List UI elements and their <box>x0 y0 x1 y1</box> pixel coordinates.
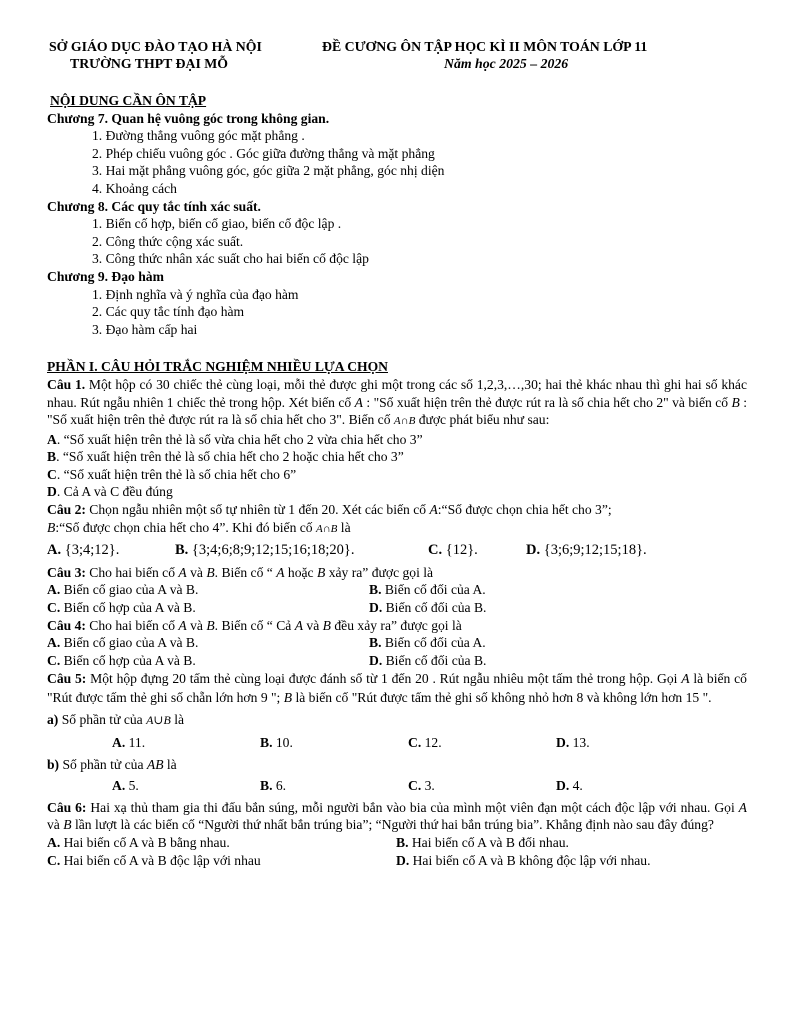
option: C. Hai biến cố A và B độc lập với nhau <box>47 852 261 868</box>
chapter-item: 2. Phép chiếu vuông góc . Góc giữa đường thẳng và mặt phẳng <box>92 145 435 161</box>
option: B. Biến cố đối của A. <box>369 635 486 651</box>
document-body <box>47 92 747 869</box>
question-1: Câu 1. Một hộp có 30 chiếc thẻ cùng loại, mỗi thẻ được ghi một trong các số 1,2,3,…,30; hai thẻ khác nhau thì ghi hai số khác nhau. Rút ngẫu nhiên 1 chiếc thẻ trong hộp. Xét biến cố A : "Số xuất hiện trên thẻ được rút ra là số chia hết cho 2" và biến cố B : "Số xuất hiện trên thẻ được rút ra là số chia hết cho 3". Biến cố A∩B được phát biểu như sau: <box>47 376 747 428</box>
chapter-item: 1. Đường thẳng vuông góc mặt phẳng . <box>92 128 305 144</box>
document-title: ĐỀ CƯƠNG ÔN TẬP HỌC KÌ II MÔN TOÁN LỚP 11 <box>322 39 648 54</box>
option: C. “Số xuất hiện trên thẻ là số chia hết cho 6” <box>47 466 297 482</box>
question-6: Câu 6: Hai xạ thủ tham gia thi đấu bắn súng, mỗi người bắn vào bia của mình một viên đạn một cách độc lập với nhau. Gọi A và B lần lượt là các biến cố “Người thứ nhất bắn trúng bia”; “Người thứ hai bắn trúng bia”. Khẳng định nào sau đây đúng? <box>47 799 747 833</box>
option: D. Cả A và C đều đúng <box>47 484 173 500</box>
question-4: Câu 4: Cho hai biến cố A và B. Biến cố “ Cả A và B đều xảy ra” được gọi là <box>47 617 462 633</box>
chapter-item: 3. Công thức nhân xác suất cho hai biến cố độc lập <box>92 251 369 267</box>
chapter-item: 3. Đạo hàm cấp hai <box>92 321 198 337</box>
department-name: SỞ GIÁO DỤC ĐÀO TẠO HÀ NỘI <box>49 39 262 54</box>
option: D. Hai biến cố A và B không độc lập với nhau. <box>396 852 651 868</box>
option: B. “Số xuất hiện trên thẻ là số chia hết cho 2 hoặc chia hết cho 3” <box>47 449 404 465</box>
question-5b: b) Số phần tử của AB là <box>47 756 177 772</box>
review-heading: NỘI DUNG CẦN ÔN TẬP <box>50 93 207 108</box>
question-5a-options: A. 11. B. 10. C. 12. D. 13. <box>112 735 590 750</box>
question-label: Câu 1. <box>47 376 86 392</box>
question-2: Câu 2: Chọn ngẫu nhiên một số tự nhiên từ 1 đến 20. Xét các biến cố A:“Số được chọn chia hết cho 3”; B:“Số được chọn chia hết cho 4”. Khi đó biến cố A∩B là <box>47 502 612 535</box>
chapter-8-title: Chương 8. Các quy tắc tính xác suất. <box>47 198 261 214</box>
part-1-heading: PHẦN I. CÂU HỎI TRẮC NGHIỆM NHIỀU LỰA CHỌN <box>47 359 388 375</box>
chapter-item: 2. Công thức cộng xác suất. <box>92 233 244 249</box>
option: D. Biến cố đối của B. <box>369 652 487 668</box>
option: C. Biến cố hợp của A và B. <box>47 600 196 616</box>
question-3: Câu 3: Cho hai biến cố A và B. Biến cố “ A hoặc B xảy ra” được gọi là <box>47 564 434 580</box>
question-2-options: A. {3;4;12}. B. {3;4;6;8;9;12;15;16;18;20}. C. {12}. D. {3;6;9;12;15;18}. <box>47 542 647 559</box>
option: C. Biến cố hợp của A và B. <box>47 652 196 668</box>
school-name: TRƯỜNG THPT ĐẠI MỖ <box>70 56 229 71</box>
option: B. Biến cố đối của A. <box>369 582 486 598</box>
option: A. Hai biến cố A và B bằng nhau. <box>47 834 230 850</box>
option: A. Biến cố giao của A và B. <box>47 582 199 598</box>
chapter-item: 1. Định nghĩa và ý nghĩa của đạo hàm <box>92 286 299 302</box>
option: B. Hai biến cố A và B đối nhau. <box>396 834 569 850</box>
question-5b-options: A. 5. B. 6. C. 3. D. 4. <box>112 778 583 794</box>
option: A. “Số xuất hiện trên thẻ là số vừa chia hết cho 2 vừa chia hết cho 3” <box>47 431 423 447</box>
question-5: Câu 5: Một hộp đựng 20 tấm thẻ cùng loại được đánh số từ 1 đến 20 . Rút ngẫu nhiêu một tấm thẻ trong hộp. Gọi A là biến cố "Rút được tấm thẻ ghi số chẵn lớn hơn 9 "; B là biến cố "Rút được tấm thẻ ghi số không nhỏ hơn 8 và không lớn hơn 15 ". <box>47 671 747 706</box>
school-year: Năm học 2025 – 2026 <box>444 56 569 71</box>
chapter-7-title: Chương 7. Quan hệ vuông góc trong không gian. <box>47 110 330 126</box>
chapter-item: 4. Khoảng cách <box>92 180 177 196</box>
chapter-item: 2. Các quy tắc tính đạo hàm <box>92 304 245 320</box>
chapter-item: 3. Hai mặt phẳng vuông góc, góc giữa 2 mặt phẳng, góc nhị diện <box>92 163 445 179</box>
question-5a: a) Số phần tử của A∪B là <box>47 712 185 728</box>
chapter-9-title: Chương 9. Đạo hàm <box>47 268 164 284</box>
chapter-item: 1. Biến cố hợp, biến cố giao, biến cố độc lập . <box>92 216 342 232</box>
option: D. Biến cố đối của B. <box>369 600 487 616</box>
option: A. Biến cố giao của A và B. <box>47 635 199 651</box>
